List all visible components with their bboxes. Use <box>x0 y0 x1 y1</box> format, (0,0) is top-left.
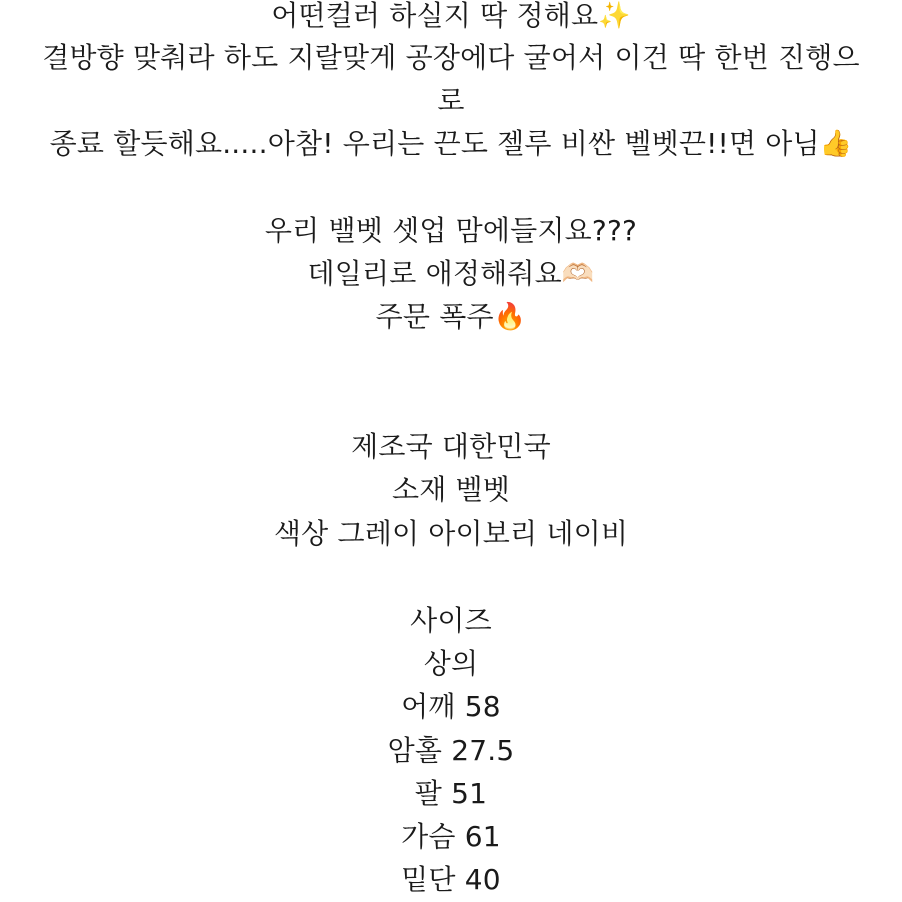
description-line-daily <box>0 254 902 294</box>
product-material: 소재 벨벳 <box>391 473 511 506</box>
description-text: 데일리로 애정해줘요 <box>307 257 562 290</box>
heart-hands-icon: 🫶🏻 <box>561 259 595 289</box>
description-line-grain-direction: 결방향 맞춰라 하도 지랄맞게 공장에다 굴어서 이건 딱 한번 진행으 <box>42 41 860 74</box>
description-text: 어떤컬러 하실지 딱 정해요 <box>271 0 599 32</box>
description-text: 주문 폭주 <box>375 300 494 333</box>
product-colors: 색상 그레이 아이보리 네이비 <box>273 517 629 550</box>
thumbs-up-icon: 👍 <box>819 129 853 159</box>
description-line-velvet-setup: 우리 밸벳 셋업 맘에들지요??? <box>264 214 638 247</box>
size-heading: 사이즈 <box>410 604 492 637</box>
description-line-order-rush <box>0 297 902 337</box>
product-origin: 제조국 대한민국 <box>351 430 551 463</box>
fire-icon: 🔥 <box>493 302 527 332</box>
size-sleeve: 팔 51 <box>414 777 488 810</box>
description-text: 종료 할듯해요.....아참! 우리는 끈도 젤루 비싼 벨벳끈!!면 아님 <box>49 127 820 160</box>
description-line-color-choice <box>0 0 902 36</box>
size-top-label: 상의 <box>423 647 479 680</box>
size-shoulder: 어깨 58 <box>401 690 501 723</box>
description-line-velvet-strap <box>0 124 902 164</box>
sparkles-icon: ✨ <box>598 1 631 31</box>
size-armhole: 암홀 27.5 <box>387 734 515 767</box>
description-line-wrap: 로 <box>437 84 465 117</box>
size-hem: 밑단 40 <box>401 863 501 896</box>
size-chest: 가슴 61 <box>401 820 501 853</box>
